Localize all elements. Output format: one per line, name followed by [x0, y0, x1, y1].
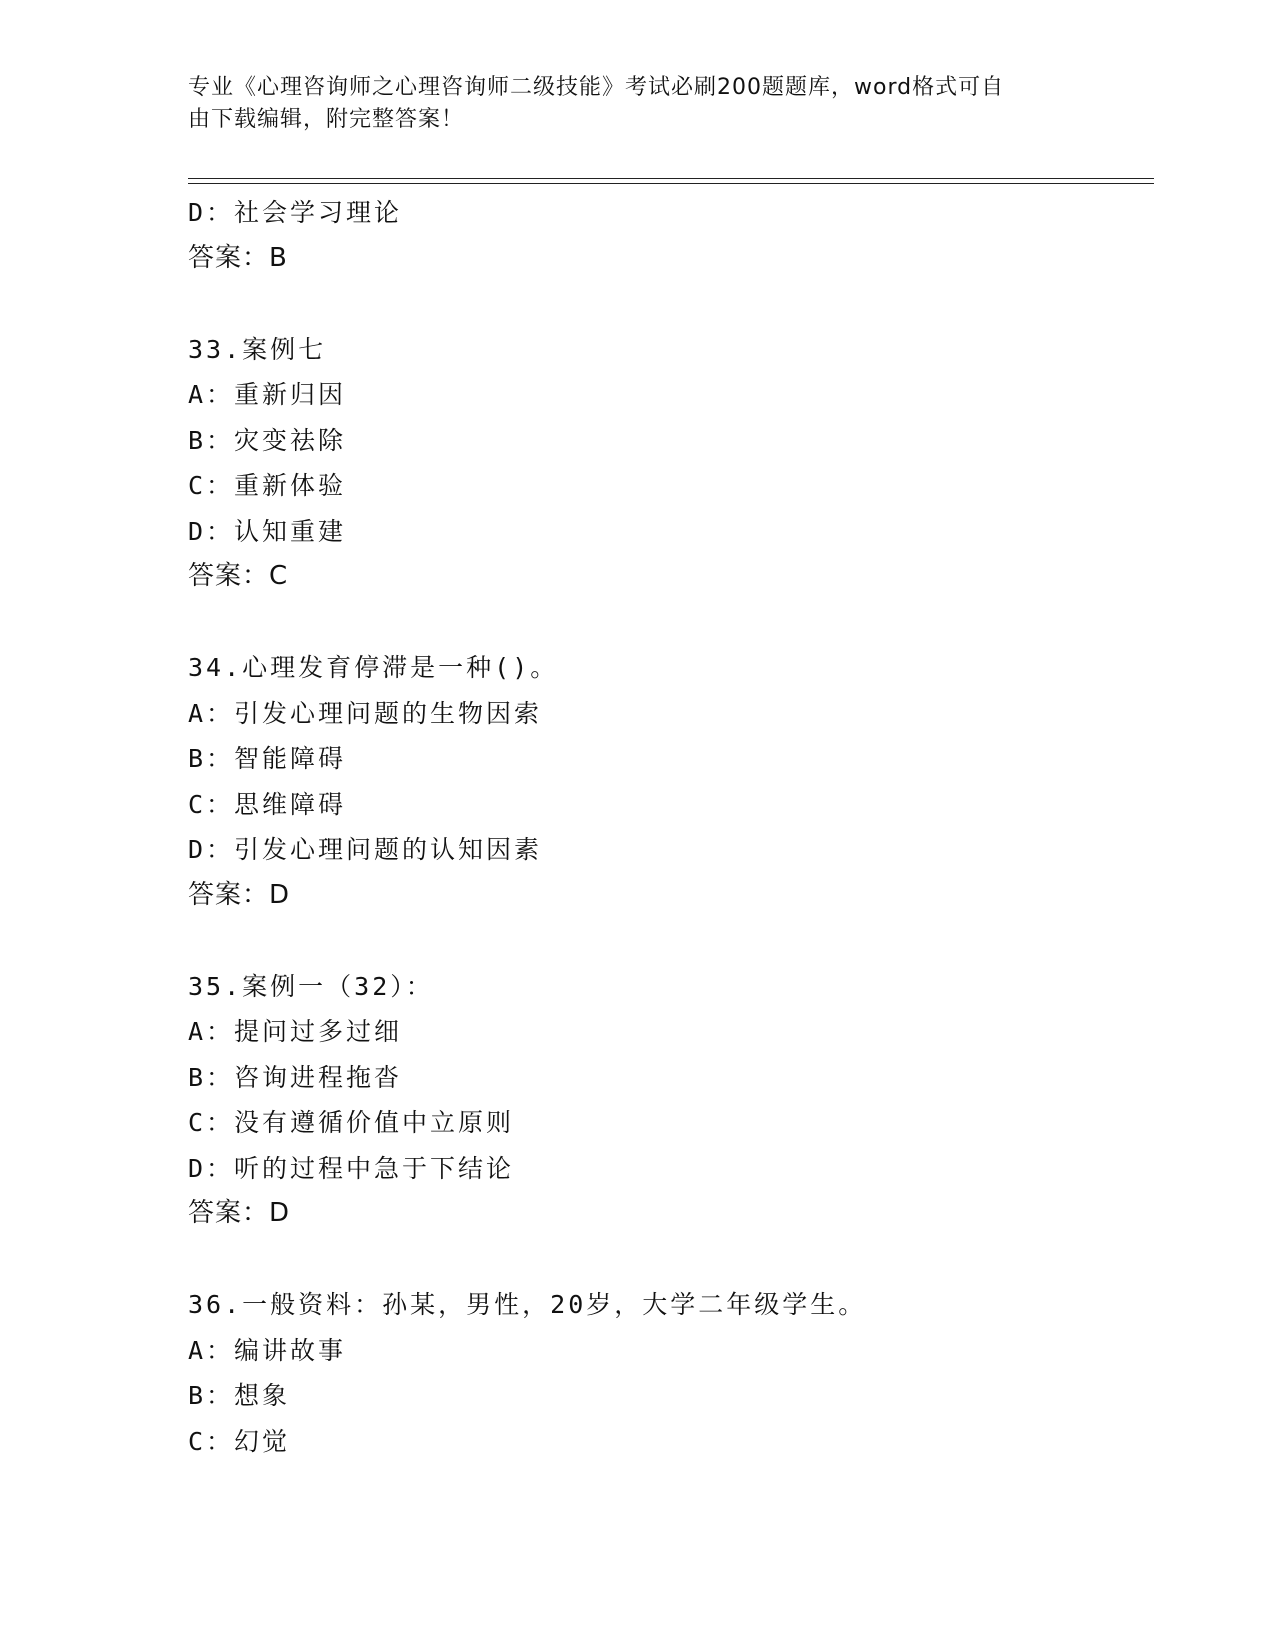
answer-line: 答案：D [188, 1198, 291, 1228]
answer-line: 答案：B [188, 242, 288, 273]
text-line: C：重新体验 [188, 471, 347, 500]
text-line: 35.案例一（32）： [188, 971, 434, 1001]
text-line: C：没有遵循价值中立原则 [188, 1108, 515, 1137]
text-line: B：灾变祛除 [188, 425, 347, 455]
header-line-2: 由下载编辑，附完整答案！ [188, 107, 465, 132]
text-line: D：引发心理问题的认知因素 [188, 835, 543, 864]
text-line: A：编讲故事 [188, 1335, 347, 1365]
text-line: A：重新归因 [188, 380, 347, 409]
text-line: 36.一般资料：孙某，男性，20岁，大学二年级学生。 [188, 1290, 867, 1319]
spacer [188, 1237, 1154, 1283]
header-line-1: 专业《心理咨询师之心理咨询师二级技能》考试必刷200题题库，word格式可自 [188, 75, 1005, 100]
text-line: A：提问过多过细 [188, 1017, 403, 1046]
answer-line: 答案：D [188, 879, 291, 910]
text-line: C：幻觉 [188, 1426, 291, 1456]
answer-line: 答案：C [188, 561, 289, 591]
spacer [188, 918, 1154, 964]
text-line: 33.案例七 [188, 334, 327, 364]
text-line: B：想象 [188, 1381, 291, 1410]
text-line: 34.心理发育停滞是一种()。 [188, 653, 559, 682]
header-divider-bottom [188, 183, 1154, 184]
text-line: D：认知重建 [188, 516, 347, 546]
document-header [188, 72, 1088, 136]
text-line: B：智能障碍 [188, 744, 347, 773]
text-line: A：引发心理问题的生物因索 [188, 698, 543, 728]
text-line: B：咨询进程拖沓 [188, 1062, 403, 1092]
spacer [188, 281, 1154, 327]
spacer [188, 600, 1154, 646]
text-line: D：社会学习理论 [188, 198, 403, 227]
header-divider-top [188, 178, 1154, 179]
question-list [188, 190, 1154, 1464]
text-line: C：思维障碍 [188, 789, 347, 819]
text-line: D：听的过程中急于下结论 [188, 1153, 515, 1183]
